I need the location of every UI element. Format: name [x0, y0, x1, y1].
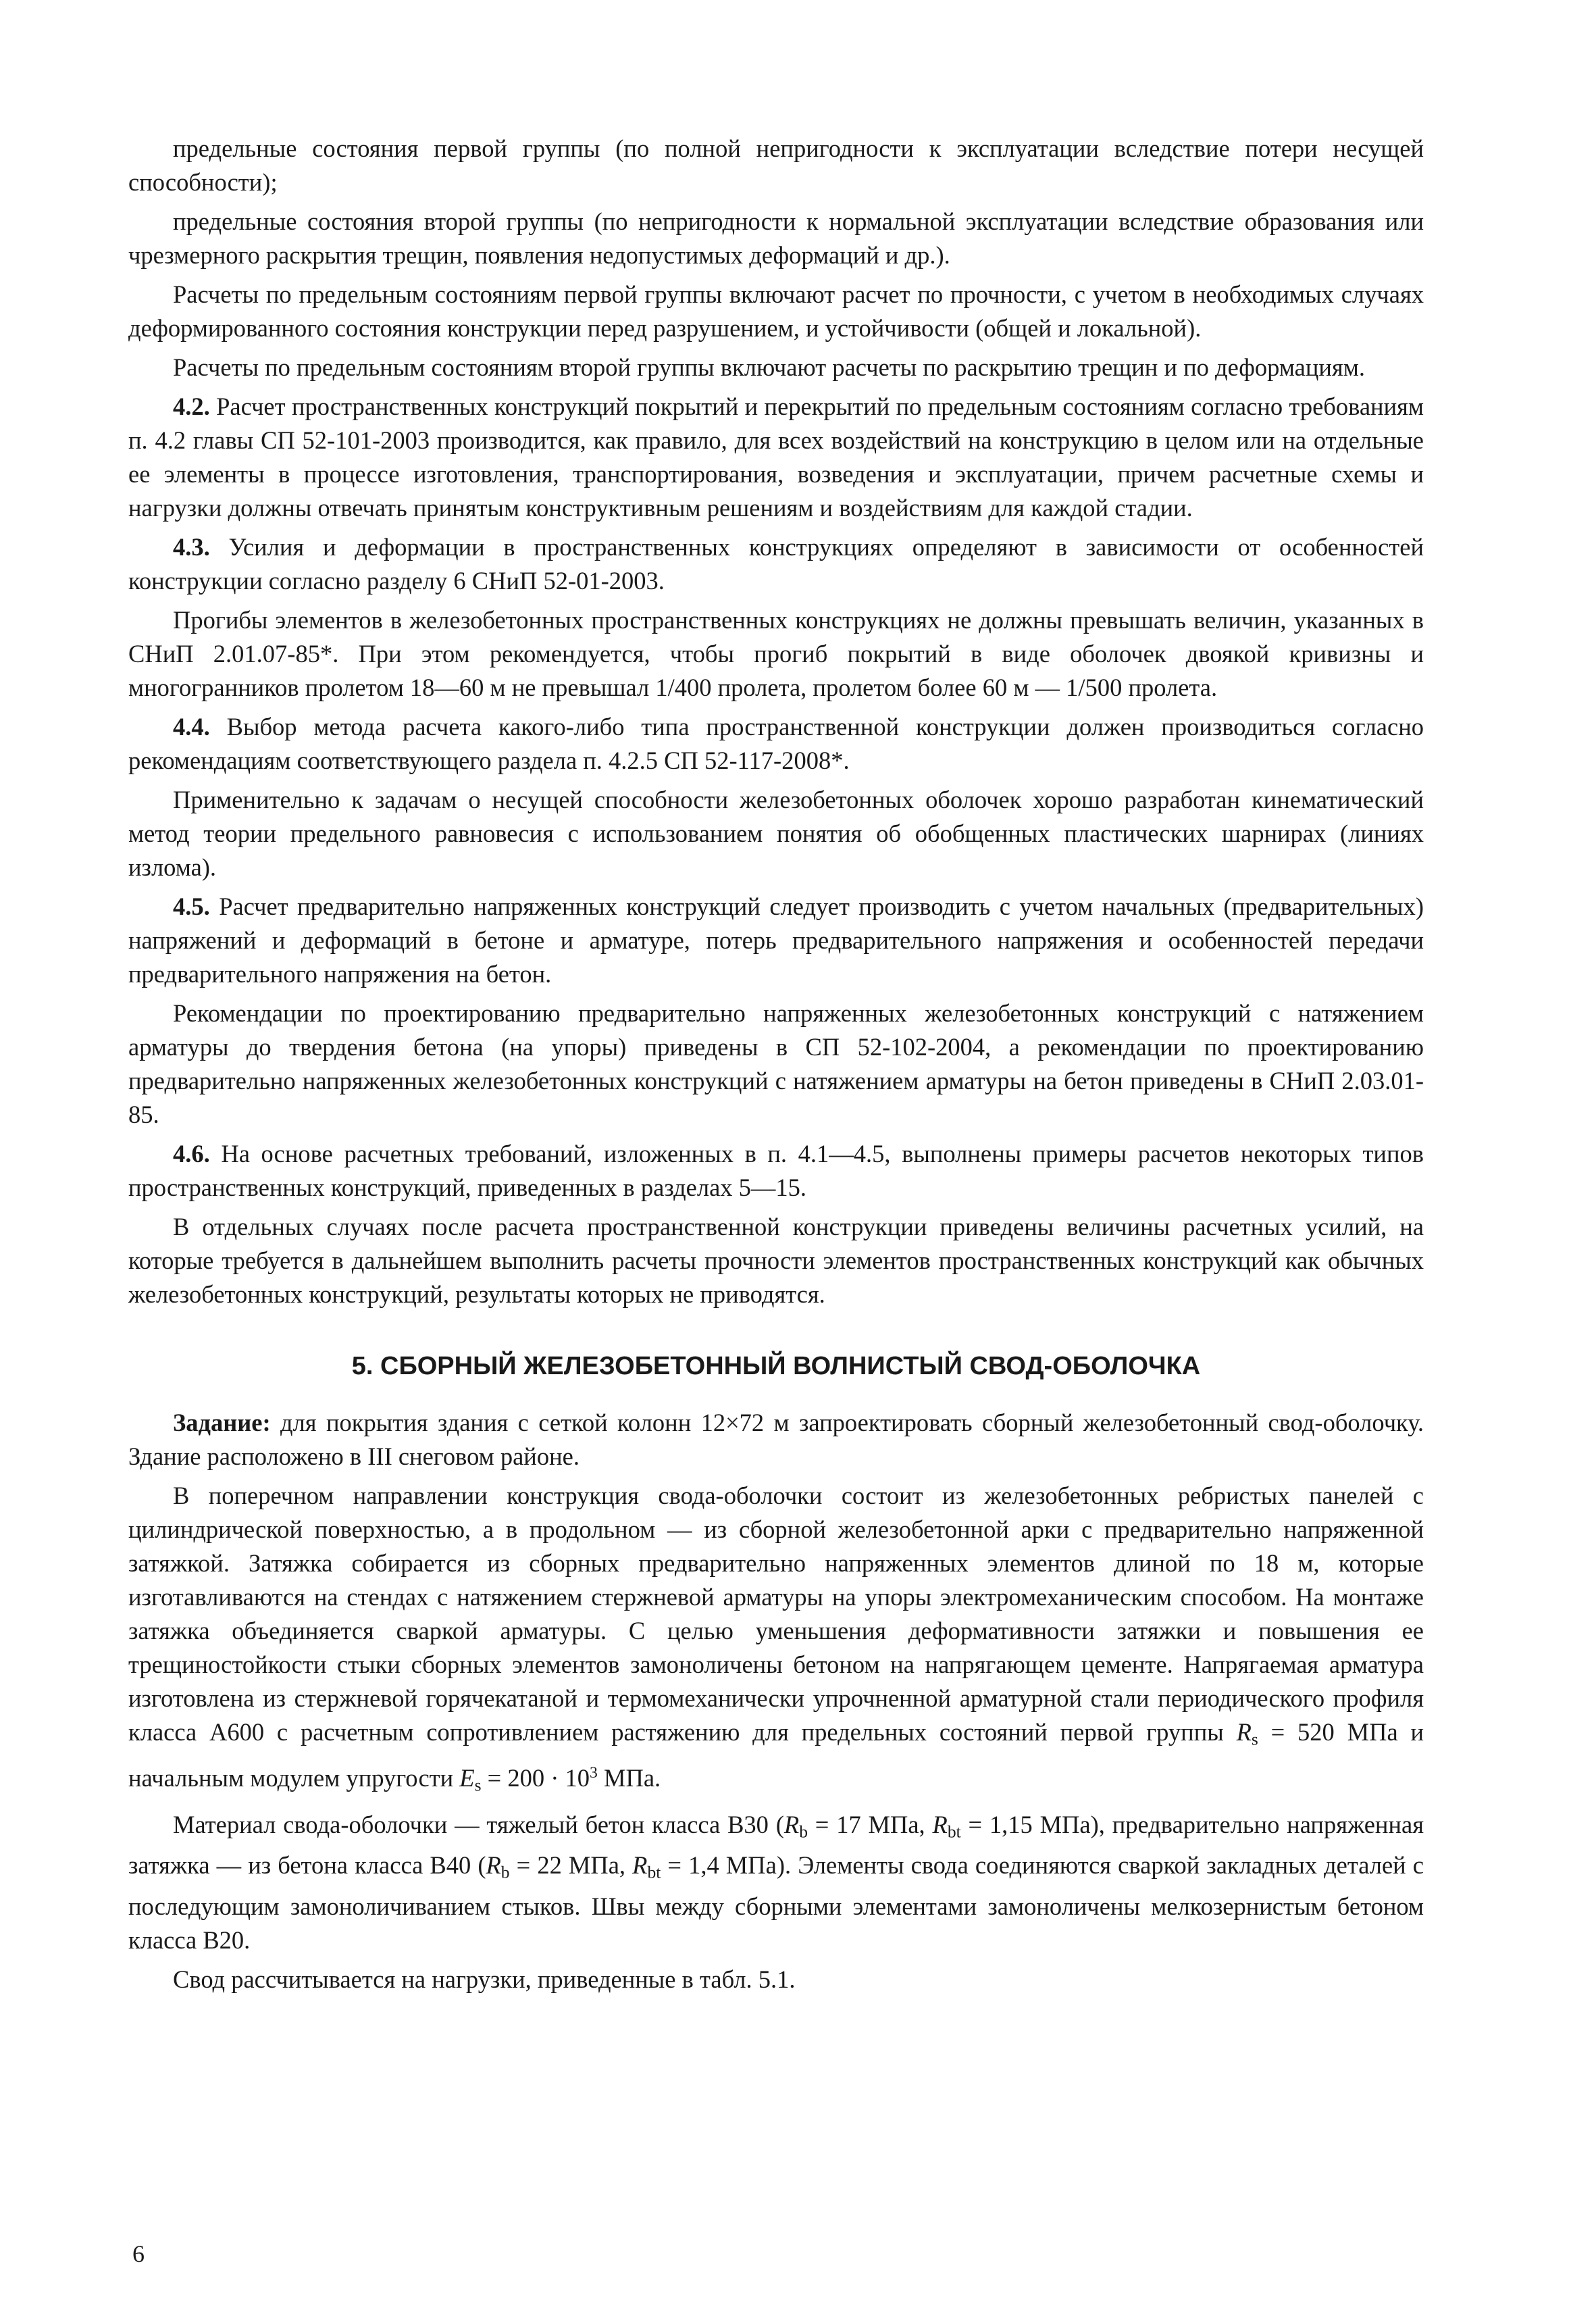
paragraph-text: = 17 МПа,: [807, 1810, 933, 1838]
paragraph: [128, 710, 1424, 778]
document-page: [128, 132, 1424, 2002]
formula-subscript: bt: [647, 1862, 661, 1882]
clause-number: 4.3.: [173, 533, 210, 561]
paragraph: [128, 1137, 1424, 1205]
paragraph: Свод рассчитывается на нагрузки, приведенные в табл. 5.1.: [173, 1965, 796, 1993]
formula-symbol: E: [459, 1764, 475, 1792]
paragraph-text: = 1,15 МПа), предварительно напряженная затяжка — из бетона класса В40 (: [128, 1810, 1424, 1880]
paragraph: Рекомендации по проектированию предварительно напряженных железобетонных конструкций с натяжением арматуры до твердения бетона (на упоры) приведены в СП 52-102-2004, а рекомендации по проектированию предварительно напряженных железобетонных конструкций с натяжением арматуры на бетон приведены в СНиП 2.03.01-85.: [128, 999, 1424, 1128]
paragraph-text: Усилия и деформации в пространственных конструкциях определяют в зависимости от особенностей конструкции согласно разделу 6 СНиП 52-01-2003.: [128, 533, 1424, 595]
paragraph-text: Материал свода-оболочки — тяжелый бетон класса В30 (: [173, 1810, 784, 1838]
page-number: 6: [132, 2240, 145, 2267]
formula-symbol: R: [783, 1810, 800, 1838]
task-text: для покрытия здания с сеткой колонн 12×72 м запроектировать сборный железобетонный свод-оболочку. Здание расположено в III снеговом районе.: [128, 1409, 1424, 1470]
paragraph-text: = 22 МПа,: [509, 1851, 633, 1880]
formula-symbol: R: [932, 1810, 948, 1838]
paragraph-text: На основе расчетных требований, изложенных в п. 4.1—4.5, выполнены примеры расчетов некоторых типов пространственных конструкций, приведенных в разделах 5—15.: [128, 1140, 1424, 1201]
paragraph: [128, 530, 1424, 598]
formula-subscript: s: [1251, 1729, 1258, 1749]
paragraph: [128, 1808, 1424, 1957]
paragraph: предельные состояния первой группы (по полной непригодности к эксплуатации вследствие потери несущей способности);: [128, 134, 1424, 196]
clause-number: 4.4.: [173, 713, 210, 740]
clause-number: 4.6.: [173, 1140, 210, 1167]
formula-superscript: 3: [590, 1764, 598, 1782]
task-paragraph: [128, 1406, 1424, 1474]
paragraph-text: В поперечном направлении конструкция свода-оболочки состоит из железобетонных ребристых панелей с цилиндрической поверхностью, а в продольном — из сборной железобетонной арки с предварительно напряженной затяжкой. Затяжка собирается из сборных предварительно напряженных элементов длиной по 18 м, которые изготавливаются на стендах с натяжением стержневой арматуры на упоры электромеханическим способом. На монтаже затяжка объединяется сваркой арматуры. С целью уменьшения деформативности затяжки и повышения ее трещиностойкости стыки сборных элементов замоноличены бетоном на напрягающем цементе. Напрягаемая арматура изготовлена из стержневой горячекатаной и термомеханически упрочненной арматурной стали периодического профиля класса А600 с расчетным сопротивлением растяжению для предельных состояний первой группы: [128, 1482, 1424, 1746]
paragraph: Применительно к задачам о несущей способности железобетонных оболочек хорошо разработан кинематический метод теории предельного равновесия с использованием понятия об обобщенных пластических шарнирах (линиях излома).: [128, 786, 1424, 881]
formula-subscript: bt: [947, 1821, 961, 1842]
paragraph-text: Расчет предварительно напряженных конструкций следует производить с учетом начальных (предварительных) напряжений и деформаций в бетоне и арматуре, потерь предварительного напряжения и особенностей передачи предварительного напряжения на бетон.: [128, 892, 1424, 988]
paragraph: Расчеты по предельным состояниям первой группы включают расчет по прочности, с учетом в необходимых случаях деформированного состояния конструкции перед разрушением, и устойчивости (общей и локальной).: [128, 280, 1424, 342]
paragraph: предельные состояния второй группы (по непригодности к нормальной эксплуатации вследствие образования или чрезмерного раскрытия трещин, появления недопустимых деформаций и др.).: [128, 207, 1424, 269]
clause-number: 4.5.: [173, 892, 210, 920]
formula-symbol: R: [1236, 1718, 1252, 1746]
paragraph: [128, 890, 1424, 991]
paragraph: Прогибы элементов в железобетонных пространственных конструкциях не должны превышать величин, указанных в СНиП 2.01.07-85*. При этом рекомендуется, чтобы прогиб покрытий в виде оболочек двоякой кривизны и многогранников пролетом 18—60 м не превышал 1/400 пролета, пролетом более 60 м — 1/500 пролета.: [128, 606, 1424, 701]
formula-subscript: b: [799, 1821, 808, 1842]
paragraph: [128, 1479, 1424, 1803]
paragraph-text: МПа.: [597, 1764, 661, 1792]
paragraph-text: Расчет пространственных конструкций покрытий и перекрытий по предельным состояниям согласно требованиям п. 4.2 главы СП 52-101-2003 производится, как правило, для всех воздействий на конструкцию в целом или на отдельные ее элементы в процессе изготовления, транспортирования, возведения и эксплуатации, причем расчетные схемы и нагрузки должны отвечать принятым конструктивным решениям и воздействиям для каждой стадии.: [128, 393, 1424, 522]
paragraph: Расчеты по предельным состояниям второй группы включают расчеты по раскрытию трещин и по деформациям.: [173, 353, 1365, 381]
paragraph-text: = 1,4 МПа). Элементы свода соединяются сваркой закладных деталей с последующим замоноличиванием стыков. Швы между сборными элементами замоноличены мелкозернистым бетоном класса В20.: [128, 1851, 1424, 1954]
paragraph-text: = 520 МПа и начальным модулем упругости: [128, 1718, 1424, 1792]
paragraph: [128, 390, 1424, 525]
formula-symbol: R: [632, 1851, 648, 1880]
clause-number: 4.2.: [173, 393, 210, 420]
paragraph-text: Выбор метода расчета какого-либо типа пространственной конструкции должен производиться согласно рекомендациям соответствующего раздела п. 4.2.5 СП 52-117-2008*.: [128, 713, 1424, 774]
task-label: Задание:: [173, 1409, 271, 1436]
section-heading: 5. СБОРНЫЙ ЖЕЛЕЗОБЕТОННЫЙ ВОЛНИСТЫЙ СВОД-ОБОЛОЧКА: [351, 1352, 1201, 1380]
formula-symbol: R: [486, 1851, 501, 1880]
paragraph-text: = 200 · 10: [481, 1764, 590, 1792]
paragraph: В отдельных случаях после расчета пространственной конструкции приведены величины расчетных усилий, на которые требуется в дальнейшем выполнить расчеты прочности элементов пространственных конструкций как обычных железобетонных конструкций, результаты которых не приводятся.: [128, 1213, 1424, 1308]
formula-subscript: s: [474, 1775, 482, 1795]
formula-subscript: b: [500, 1862, 510, 1882]
